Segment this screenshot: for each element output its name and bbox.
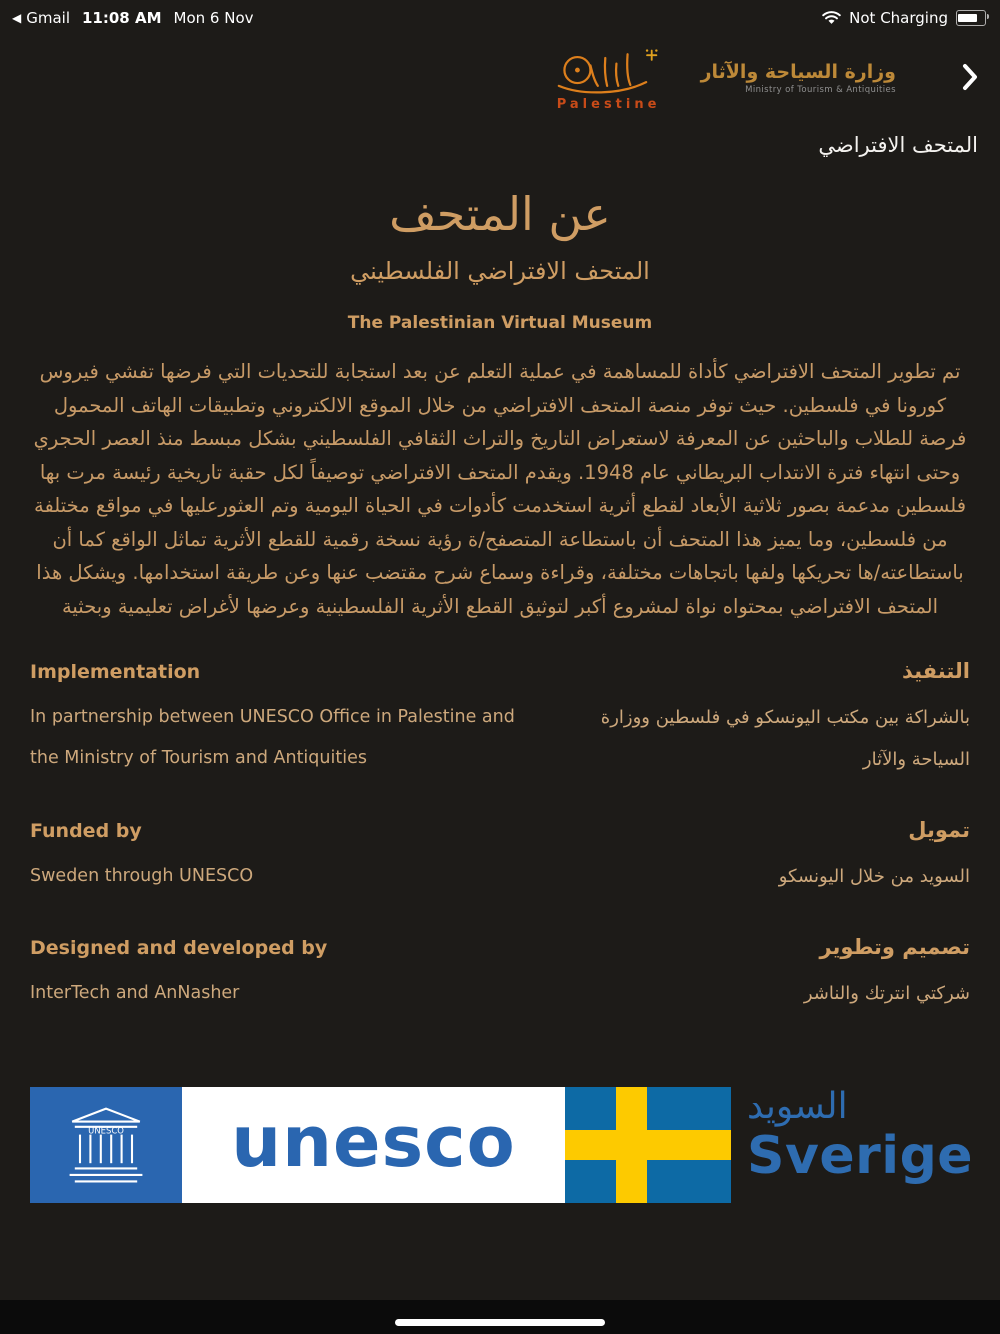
- back-to-gmail-link[interactable]: [12, 9, 70, 27]
- unesco-temple-icon: [30, 1087, 182, 1203]
- palestine-calligraphy-icon: [551, 45, 667, 101]
- unesco-acronym: UNESCO: [88, 1125, 124, 1136]
- status-date: Mon 6 Nov: [173, 8, 254, 27]
- section-designed-heading: [30, 935, 970, 959]
- app-header: [0, 31, 1000, 117]
- sweden-label-latin: Sverige: [747, 1126, 974, 1187]
- chevron-right-icon: [962, 79, 978, 94]
- section-implementation-heading: [30, 659, 970, 683]
- section-funded-heading: [30, 818, 970, 842]
- page-subtitle-arabic: المتحف الافتراضي الفلسطيني: [350, 257, 650, 285]
- page-subtitle-english: The Palestinian Virtual Museum: [347, 313, 653, 333]
- unesco-wordmark: unesco: [231, 1100, 516, 1183]
- ministry-name-english: Ministry of Tourism & Antiquities: [745, 85, 896, 95]
- status-bar: [0, 0, 1000, 31]
- section-body-en: InterTech and AnNasher: [30, 983, 240, 1004]
- battery-status-label: Not Charging: [849, 8, 948, 27]
- page-title: عن المتحف: [389, 187, 611, 241]
- next-page-chevron-button[interactable]: [956, 63, 984, 94]
- section-body-ar: السويد من خلال اليونسكو: [778, 866, 970, 888]
- section-heading-en: Designed and developed by: [30, 937, 328, 960]
- sweden-label: [747, 1087, 973, 1203]
- palestine-logo: [551, 45, 667, 112]
- page-label: المتحف الافتراضي: [818, 133, 978, 157]
- sweden-flag: [565, 1087, 731, 1203]
- section-implementation-body: [30, 697, 970, 780]
- wifi-icon: [822, 11, 841, 25]
- partner-logos: [30, 1087, 1000, 1203]
- back-arrow-icon: ◀: [12, 10, 22, 25]
- section-body-en: Sweden through UNESCO: [30, 866, 254, 887]
- section-body-ar: شركتي انترتك والناشر: [803, 983, 970, 1005]
- unesco-logo: [30, 1087, 565, 1203]
- ministry-logo: [701, 61, 896, 95]
- section-designed-body: [30, 973, 970, 1014]
- section-heading-en: Funded by: [30, 820, 142, 843]
- ministry-name-arabic: وزارة السياحة والآثار: [700, 61, 896, 83]
- sweden-label-arabic: السويد: [747, 1085, 848, 1127]
- back-app-label: Gmail: [26, 8, 70, 27]
- info-sections: [30, 659, 970, 1015]
- about-paragraph: تم تطوير المتحف الافتراضي كأداة للمساهمة في عملية التعلم عن بعد استجابة للتحديات التي فرضها تفشي فيروس كورونا في فلسطين. حيث توفر منصة المتحف الافتراضي من خلال الموقع الالكتروني وتطبيقات الهاتف المحمول فرصة للطلاب والباحثين عن المعرفة لاستعراض التاريخ والتراث الثقافي الفلسطيني بشكل مبسط منذ العصر الحجري وحتى انتهاء فترة الانتداب البريطاني عام 1948. ويقدم المتحف الافتراضي توصيفاً لكل حقبة تاريخية رئيسة مرت بها فلسطين مدعمة بصور ثلاثية الأبعاد لقطع أثرية استخدمت كأدوات في الحياة اليومية وتم العثورعليها في مواقع مختلفة من فلسطين، وما يميز هذا المتحف أن باستطاعة المتصفح/ة رؤية نسخة رقمية للقطع الأثرية تماثل الواقع كما أن باستطاعته/ها تحريكها ولفها باتجاهات مختلفة، وقراءة وسماع شرح مقتضب عنها وعن طريقة استخدامها. ويشكل هذا المتحف الافتراضي بمحتواه نواة لمشروع أكبر لتوثيق القطع الأثرية الفلسطينية وعرضها لأغراض تعليمية وبحثية: [33, 360, 967, 618]
- section-heading-ar: التنفيذ: [901, 659, 970, 684]
- bottom-bar: [0, 1300, 1000, 1334]
- section-heading-en: Implementation: [30, 661, 201, 684]
- section-heading-ar: تمويل: [908, 818, 970, 843]
- section-body-ar: بالشراكة بين مكتب اليونسكو في فلسطين ووزارة السياحة والآثار: [600, 707, 970, 770]
- home-indicator[interactable]: [395, 1319, 605, 1326]
- palestine-wordmark: Palestine: [556, 96, 661, 112]
- section-body-en: In partnership between UNESCO Office in Palestine and the Ministry of Tourism and Antiquities: [30, 707, 515, 769]
- section-heading-ar: تصميم وتطوير: [819, 935, 970, 960]
- section-funded-body: [30, 856, 970, 897]
- battery-icon: [956, 10, 986, 26]
- status-time: 11:08 AM: [82, 8, 162, 27]
